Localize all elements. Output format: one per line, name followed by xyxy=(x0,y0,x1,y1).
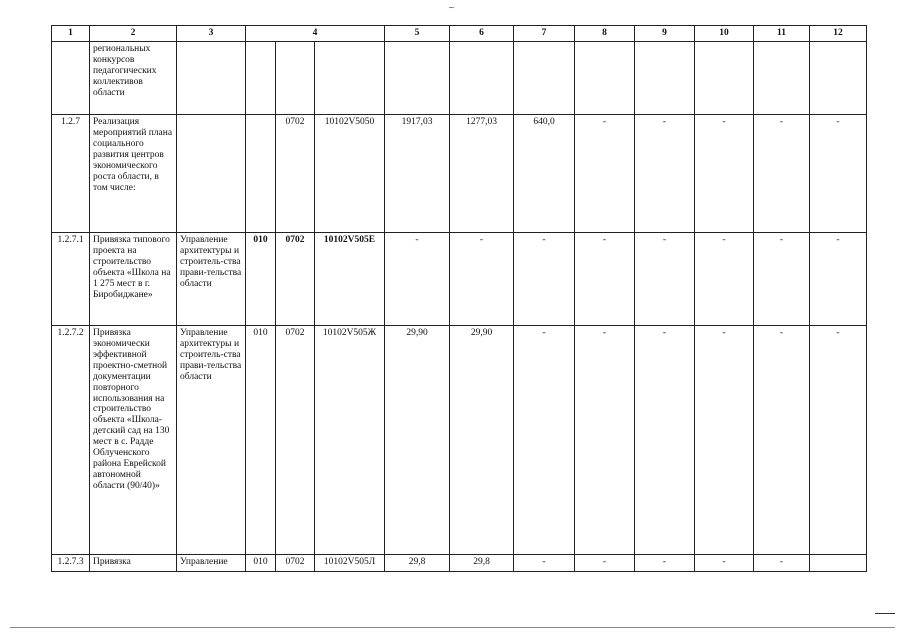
col-header-6: 6 xyxy=(450,26,514,42)
row-rzpr: 0702 xyxy=(276,115,315,233)
row-value-10: - xyxy=(695,555,754,572)
row-value-12: - xyxy=(810,233,867,326)
row-csr: 10102V505Е xyxy=(315,233,385,326)
row-number: 1.2.7 xyxy=(52,115,90,233)
row-value-5: - xyxy=(385,233,450,326)
row-name: Привязка xyxy=(90,555,177,572)
col-header-10: 10 xyxy=(695,26,754,42)
row-value-8: - xyxy=(575,326,635,555)
row-value-5: 29,8 xyxy=(385,555,450,572)
row-value-11: - xyxy=(754,326,810,555)
row-rzpr xyxy=(276,42,315,115)
col-header-11: 11 xyxy=(754,26,810,42)
row-executor: Управление архитектуры и строитель-ства прави-тельства области xyxy=(177,233,246,326)
row-number: 1.2.7.1 xyxy=(52,233,90,326)
row-value-5: 1917,03 xyxy=(385,115,450,233)
row-value-6: 1277,03 xyxy=(450,115,514,233)
row-value-11: - xyxy=(754,115,810,233)
row-value-9: - xyxy=(635,233,695,326)
row-value-9: - xyxy=(635,326,695,555)
row-number xyxy=(52,42,90,115)
row-value-12: - xyxy=(810,326,867,555)
col-header-12: 12 xyxy=(810,26,867,42)
row-csr: 10102V505Ж xyxy=(315,326,385,555)
row-value-10: - xyxy=(695,115,754,233)
footer-line xyxy=(10,627,895,628)
table-row xyxy=(52,555,867,572)
row-value-12 xyxy=(810,555,867,572)
row-rzpr: 0702 xyxy=(276,326,315,555)
row-grbs: 010 xyxy=(246,326,276,555)
col-header-1: 1 xyxy=(52,26,90,42)
row-grbs: 010 xyxy=(246,233,276,326)
row-value-11 xyxy=(754,42,810,115)
row-executor xyxy=(177,42,246,115)
row-value-7: - xyxy=(514,233,575,326)
row-executor: Управление xyxy=(177,555,246,572)
row-name: Привязка типового проекта на строительство объекта «Школа на 1 275 мест в г. Биробиджане» xyxy=(90,233,177,326)
row-csr: 10102V505Л xyxy=(315,555,385,572)
row-grbs xyxy=(246,115,276,233)
row-value-12: - xyxy=(810,115,867,233)
table-row xyxy=(52,326,867,555)
row-value-8: - xyxy=(575,115,635,233)
col-header-3: 3 xyxy=(177,26,246,42)
row-name: Реализация мероприятий плана социального развития центров экономического роста области, в том числе: xyxy=(90,115,177,233)
col-header-7: 7 xyxy=(514,26,575,42)
table-row xyxy=(52,233,867,326)
row-csr: 10102V5050 xyxy=(315,115,385,233)
row-value-5 xyxy=(385,42,450,115)
row-value-7 xyxy=(514,42,575,115)
row-number: 1.2.7.2 xyxy=(52,326,90,555)
row-value-10 xyxy=(695,42,754,115)
row-value-10: - xyxy=(695,326,754,555)
row-value-10: - xyxy=(695,233,754,326)
page-number-mark: ~ xyxy=(448,3,455,12)
row-value-8: - xyxy=(575,233,635,326)
row-value-7: - xyxy=(514,555,575,572)
table-row xyxy=(52,115,867,233)
row-value-11: - xyxy=(754,555,810,572)
row-value-9: - xyxy=(635,555,695,572)
header-row xyxy=(52,26,867,42)
row-value-8 xyxy=(575,42,635,115)
row-name: Привязка экономически эффективной проектно-сметной документации повторного использования на строительство объекта «Школа-детский сад на 130 мест в с. Радде Облученского района Еврейской автономной области (90/40)» xyxy=(90,326,177,555)
row-rzpr: 0702 xyxy=(276,233,315,326)
row-value-9 xyxy=(635,42,695,115)
col-header-9: 9 xyxy=(635,26,695,42)
row-value-6: 29,90 xyxy=(450,326,514,555)
row-value-12 xyxy=(810,42,867,115)
col-header-8: 8 xyxy=(575,26,635,42)
table-row xyxy=(52,42,867,115)
row-csr xyxy=(315,42,385,115)
row-number: 1.2.7.3 xyxy=(52,555,90,572)
row-value-7: - xyxy=(514,326,575,555)
row-value-6: 29,8 xyxy=(450,555,514,572)
row-value-6 xyxy=(450,42,514,115)
row-value-11: - xyxy=(754,233,810,326)
row-value-6: - xyxy=(450,233,514,326)
col-header-2: 2 xyxy=(90,26,177,42)
row-rzpr: 0702 xyxy=(276,555,315,572)
budget-table xyxy=(51,25,867,572)
col-header-4: 4 xyxy=(246,26,385,42)
row-executor: Управление архитектуры и строитель-ства прави-тельства области xyxy=(177,326,246,555)
footer-dash xyxy=(875,613,895,614)
row-value-8: - xyxy=(575,555,635,572)
col-header-5: 5 xyxy=(385,26,450,42)
row-grbs xyxy=(246,42,276,115)
row-executor xyxy=(177,115,246,233)
row-value-9: - xyxy=(635,115,695,233)
row-grbs: 010 xyxy=(246,555,276,572)
row-name: региональных конкурсов педагогических коллективов области xyxy=(90,42,177,115)
row-value-7: 640,0 xyxy=(514,115,575,233)
row-value-5: 29,90 xyxy=(385,326,450,555)
